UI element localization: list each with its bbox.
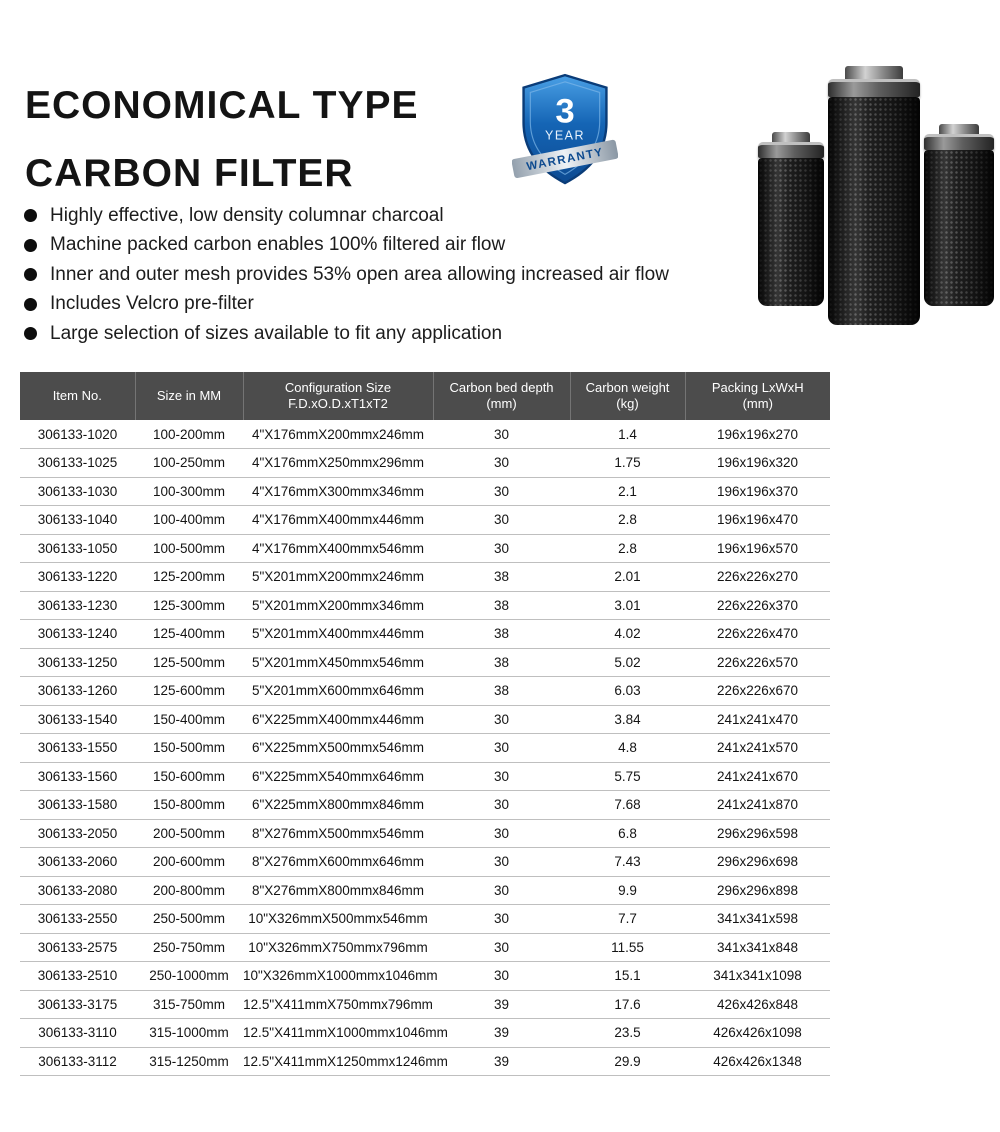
table-cell: 2.1 — [570, 477, 685, 506]
table-cell: 38 — [433, 591, 570, 620]
feature-list — [24, 201, 669, 349]
feature-text: Large selection of sizes available to fit any application — [50, 322, 503, 344]
feature-text: Machine packed carbon enables 100% filtered air flow — [50, 234, 506, 256]
table-cell: 306133-1025 — [20, 449, 135, 478]
table-cell: 7.68 — [570, 791, 685, 820]
table-cell: 306133-1040 — [20, 506, 135, 535]
table-cell: 306133-1540 — [20, 705, 135, 734]
table-cell: 196x196x320 — [685, 449, 830, 478]
table-cell: 30 — [433, 477, 570, 506]
column-header-line1: Packing LxWxH — [711, 380, 804, 395]
table-cell: 125-500mm — [135, 648, 243, 677]
table-cell: 306133-1050 — [20, 534, 135, 563]
table-cell: 226x226x370 — [685, 591, 830, 620]
page-title-line1: ECONOMICAL TYPE — [25, 84, 419, 127]
table-cell: 341x341x598 — [685, 905, 830, 934]
table-cell: 200-600mm — [135, 848, 243, 877]
table-cell: 6"X225mmX540mmx646mm — [243, 762, 433, 791]
table-cell: 17.6 — [570, 990, 685, 1019]
column-header-line1: Carbon bed depth — [449, 380, 554, 395]
table-cell: 315-1250mm — [135, 1047, 243, 1076]
table-cell: 241x241x570 — [685, 734, 830, 763]
table-cell: 38 — [433, 677, 570, 706]
carbon-filter-right — [924, 124, 994, 306]
table-head — [20, 372, 830, 420]
feature-text: Inner and outer mesh provides 53% open area allowing increased air flow — [50, 263, 669, 285]
table-cell: 30 — [433, 449, 570, 478]
column-header-line1: Item No. — [52, 388, 102, 403]
column-header — [135, 372, 243, 420]
filter-body — [758, 158, 824, 306]
column-header — [20, 372, 135, 420]
table-cell: 306133-2080 — [20, 876, 135, 905]
table-cell: 306133-2575 — [20, 933, 135, 962]
table-cell: 306133-1560 — [20, 762, 135, 791]
carbon-filter-left — [758, 132, 824, 306]
table-cell: 250-750mm — [135, 933, 243, 962]
table-cell: 100-200mm — [135, 420, 243, 449]
table-cell: 250-1000mm — [135, 962, 243, 991]
filter-body — [828, 97, 920, 325]
table-cell: 12.5"X411mmX1000mmx1046mm — [243, 1019, 433, 1048]
filter-port — [772, 132, 810, 142]
bullet-icon — [24, 239, 37, 252]
table-cell: 250-500mm — [135, 905, 243, 934]
filter-port — [845, 66, 903, 79]
table-cell: 11.55 — [570, 933, 685, 962]
table-cell: 8"X276mmX800mmx846mm — [243, 876, 433, 905]
column-header-line2: (kg) — [616, 396, 639, 411]
badge-number: 3 — [555, 92, 575, 131]
table-cell: 5"X201mmX400mmx446mm — [243, 620, 433, 649]
table-cell: 125-400mm — [135, 620, 243, 649]
table-row — [20, 876, 830, 905]
table-cell: 150-400mm — [135, 705, 243, 734]
table-cell: 100-500mm — [135, 534, 243, 563]
table-cell: 30 — [433, 791, 570, 820]
table-cell: 306133-1030 — [20, 477, 135, 506]
table-cell: 125-300mm — [135, 591, 243, 620]
table-cell: 196x196x570 — [685, 534, 830, 563]
table-cell: 1.4 — [570, 420, 685, 449]
table-row — [20, 1047, 830, 1076]
table-cell: 5.02 — [570, 648, 685, 677]
table-cell: 30 — [433, 705, 570, 734]
table-cell: 3.84 — [570, 705, 685, 734]
badge-warranty-label: WARRANTY — [525, 146, 605, 174]
table-row — [20, 905, 830, 934]
feature-item — [24, 231, 669, 261]
table-cell: 196x196x470 — [685, 506, 830, 535]
table-cell: 196x196x270 — [685, 420, 830, 449]
warranty-badge — [512, 70, 618, 192]
column-header — [243, 372, 433, 420]
column-header-line1: Configuration Size — [284, 380, 392, 395]
table-cell: 2.8 — [570, 506, 685, 535]
column-header — [570, 372, 685, 420]
table-cell: 10"X326mmX1000mmx1046mm — [243, 962, 433, 991]
table-cell: 8"X276mmX500mmx546mm — [243, 819, 433, 848]
table-cell: 6.03 — [570, 677, 685, 706]
filter-body — [924, 150, 994, 306]
table-cell: 100-250mm — [135, 449, 243, 478]
table-cell: 150-500mm — [135, 734, 243, 763]
table-cell: 30 — [433, 876, 570, 905]
table-cell: 306133-1020 — [20, 420, 135, 449]
table-cell: 39 — [433, 1019, 570, 1048]
column-header — [685, 372, 830, 420]
table-cell: 29.9 — [570, 1047, 685, 1076]
table-row — [20, 563, 830, 592]
table-cell: 3.01 — [570, 591, 685, 620]
table-cell: 5"X201mmX200mmx246mm — [243, 563, 433, 592]
table-row — [20, 819, 830, 848]
product-image — [752, 66, 998, 338]
table-cell: 226x226x570 — [685, 648, 830, 677]
table-row — [20, 420, 830, 449]
table-cell: 8"X276mmX600mmx646mm — [243, 848, 433, 877]
table-cell: 200-500mm — [135, 819, 243, 848]
table-cell: 38 — [433, 620, 570, 649]
table-row — [20, 734, 830, 763]
table-row — [20, 848, 830, 877]
column-header-line1: Size in MM — [156, 388, 222, 403]
table-cell: 306133-3112 — [20, 1047, 135, 1076]
table-row — [20, 477, 830, 506]
table-cell: 426x426x848 — [685, 990, 830, 1019]
table-cell: 150-600mm — [135, 762, 243, 791]
table-cell: 30 — [433, 905, 570, 934]
table-row — [20, 506, 830, 535]
column-header-line2: (mm) — [742, 396, 773, 411]
table-cell: 306133-1250 — [20, 648, 135, 677]
table-cell: 30 — [433, 933, 570, 962]
table-cell: 226x226x270 — [685, 563, 830, 592]
table-cell: 6"X225mmX800mmx846mm — [243, 791, 433, 820]
table-body — [20, 420, 830, 1076]
table-row — [20, 534, 830, 563]
table-cell: 306133-1550 — [20, 734, 135, 763]
table-cell: 125-200mm — [135, 563, 243, 592]
table-cell: 2.8 — [570, 534, 685, 563]
filter-flange — [758, 142, 824, 158]
table-row — [20, 962, 830, 991]
table-cell: 241x241x870 — [685, 791, 830, 820]
table-cell: 30 — [433, 819, 570, 848]
table-cell: 426x426x1348 — [685, 1047, 830, 1076]
table-row — [20, 1019, 830, 1048]
table-cell: 306133-2050 — [20, 819, 135, 848]
table-cell: 12.5"X411mmX1250mmx1246mm — [243, 1047, 433, 1076]
table-cell: 5.75 — [570, 762, 685, 791]
table-cell: 315-750mm — [135, 990, 243, 1019]
table-row — [20, 705, 830, 734]
table-cell: 6"X225mmX500mmx546mm — [243, 734, 433, 763]
table-cell: 10"X326mmX750mmx796mm — [243, 933, 433, 962]
column-header-line2: F.D.xO.D.xT1xT2 — [288, 396, 388, 411]
table-cell: 7.43 — [570, 848, 685, 877]
table-cell: 341x341x1098 — [685, 962, 830, 991]
table-row — [20, 933, 830, 962]
table-row — [20, 990, 830, 1019]
table-cell: 306133-1220 — [20, 563, 135, 592]
table-cell: 306133-2550 — [20, 905, 135, 934]
table-cell: 1.75 — [570, 449, 685, 478]
table-cell: 6"X225mmX400mmx446mm — [243, 705, 433, 734]
table-row — [20, 677, 830, 706]
feature-item — [24, 201, 669, 231]
table-cell: 241x241x470 — [685, 705, 830, 734]
table-cell: 4"X176mmX200mmx246mm — [243, 420, 433, 449]
table-cell: 296x296x898 — [685, 876, 830, 905]
table-cell: 306133-3110 — [20, 1019, 135, 1048]
carbon-filter-center — [828, 66, 920, 325]
table-cell: 426x426x1098 — [685, 1019, 830, 1048]
table-cell: 4.02 — [570, 620, 685, 649]
bullet-icon — [24, 327, 37, 340]
table-cell: 196x196x370 — [685, 477, 830, 506]
feature-item — [24, 260, 669, 290]
table-cell: 30 — [433, 420, 570, 449]
table-cell: 39 — [433, 1047, 570, 1076]
table-cell: 200-800mm — [135, 876, 243, 905]
table-cell: 100-400mm — [135, 506, 243, 535]
table-cell: 306133-1260 — [20, 677, 135, 706]
table-cell: 2.01 — [570, 563, 685, 592]
feature-text: Includes Velcro pre-filter — [50, 293, 254, 315]
table-cell: 315-1000mm — [135, 1019, 243, 1048]
table-row — [20, 648, 830, 677]
bullet-icon — [24, 268, 37, 281]
table-cell: 38 — [433, 648, 570, 677]
table-row — [20, 762, 830, 791]
table-cell: 341x341x848 — [685, 933, 830, 962]
table-cell: 4"X176mmX400mmx546mm — [243, 534, 433, 563]
feature-item — [24, 290, 669, 320]
table-cell: 5"X201mmX200mmx346mm — [243, 591, 433, 620]
table-cell: 306133-1230 — [20, 591, 135, 620]
table-row — [20, 791, 830, 820]
feature-text: Highly effective, low density columnar charcoal — [50, 204, 444, 226]
bullet-icon — [24, 298, 37, 311]
spec-table — [20, 372, 830, 1076]
table-cell: 9.9 — [570, 876, 685, 905]
table-header-row — [20, 372, 830, 420]
filter-port — [939, 124, 979, 134]
feature-item — [24, 319, 669, 349]
table-row — [20, 449, 830, 478]
table-cell: 306133-2060 — [20, 848, 135, 877]
table-cell: 4"X176mmX300mmx346mm — [243, 477, 433, 506]
table-cell: 30 — [433, 534, 570, 563]
table-cell: 125-600mm — [135, 677, 243, 706]
shield-icon — [512, 70, 618, 192]
table-cell: 306133-3175 — [20, 990, 135, 1019]
page-title-line2: CARBON FILTER — [25, 152, 354, 195]
table-cell: 6.8 — [570, 819, 685, 848]
table-cell: 39 — [433, 990, 570, 1019]
table-cell: 30 — [433, 506, 570, 535]
table-cell: 30 — [433, 734, 570, 763]
table-cell: 23.5 — [570, 1019, 685, 1048]
table-cell: 296x296x698 — [685, 848, 830, 877]
table-row — [20, 591, 830, 620]
filter-flange — [828, 79, 920, 97]
table-cell: 4.8 — [570, 734, 685, 763]
table-cell: 296x296x598 — [685, 819, 830, 848]
table-cell: 12.5"X411mmX750mmx796mm — [243, 990, 433, 1019]
table-cell: 7.7 — [570, 905, 685, 934]
table-cell: 4"X176mmX400mmx446mm — [243, 506, 433, 535]
table-cell: 30 — [433, 848, 570, 877]
table-cell: 226x226x670 — [685, 677, 830, 706]
table-cell: 30 — [433, 762, 570, 791]
table-cell: 4"X176mmX250mmx296mm — [243, 449, 433, 478]
table-cell: 5"X201mmX600mmx646mm — [243, 677, 433, 706]
table-cell: 150-800mm — [135, 791, 243, 820]
table-cell: 30 — [433, 962, 570, 991]
table-cell: 226x226x470 — [685, 620, 830, 649]
column-header-line2: (mm) — [486, 396, 517, 411]
filter-flange — [924, 134, 994, 150]
page-title — [25, 72, 418, 208]
table-cell: 15.1 — [570, 962, 685, 991]
column-header — [433, 372, 570, 420]
table-cell: 100-300mm — [135, 477, 243, 506]
table-cell: 241x241x670 — [685, 762, 830, 791]
column-header-line1: Carbon weight — [585, 380, 670, 395]
table-cell: 38 — [433, 563, 570, 592]
table-cell: 306133-2510 — [20, 962, 135, 991]
table-row — [20, 620, 830, 649]
badge-year-label: YEAR — [545, 128, 585, 143]
table-cell: 10"X326mmX500mmx546mm — [243, 905, 433, 934]
table-cell: 5"X201mmX450mmx546mm — [243, 648, 433, 677]
bullet-icon — [24, 209, 37, 222]
table-cell: 306133-1580 — [20, 791, 135, 820]
table-cell: 306133-1240 — [20, 620, 135, 649]
